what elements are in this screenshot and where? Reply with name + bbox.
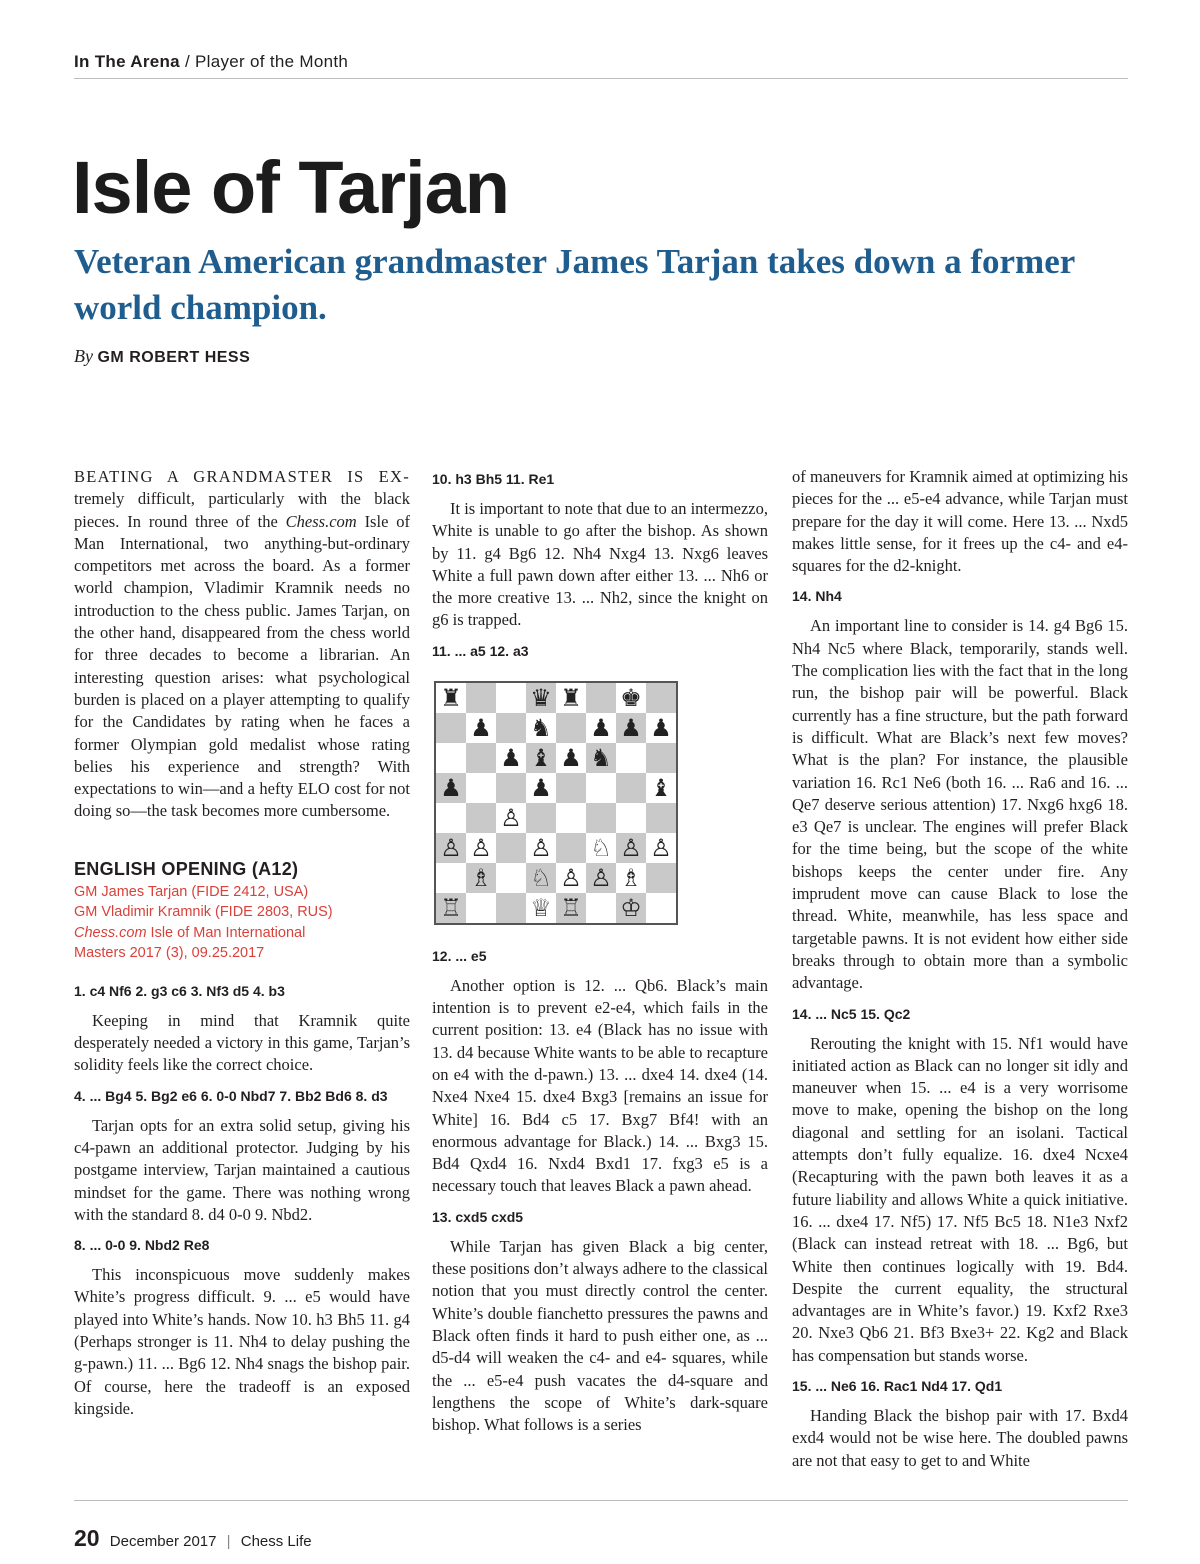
board-square xyxy=(496,863,526,893)
board-square xyxy=(616,893,646,923)
issue-date: December 2017 xyxy=(109,1533,217,1550)
board-square xyxy=(526,893,556,923)
column-3 xyxy=(792,466,1128,1472)
chess-piece: ♞ xyxy=(530,713,552,742)
chess-piece: ♖ xyxy=(440,893,462,922)
chess-diagram xyxy=(434,681,678,925)
board-square xyxy=(496,773,526,803)
annotation-paragraph: This inconspicuous move suddenly makes White’s progress difficult. 9. ... e5 would have played into White’s hands. Now 10. h3 Bh5 11. g4 (Perhaps stronger is 11. Nh4 to delay pushing the g-pawn.) 11. ... Bg6 12. Nh4 snags the bishop pair. Of course, here the tradeoff is an exposed kingside. xyxy=(74,1265,410,1418)
chess-piece: ♟ xyxy=(530,773,552,802)
chess-piece: ♟ xyxy=(650,713,672,742)
board-square xyxy=(436,743,466,773)
board-square xyxy=(436,863,466,893)
annotation-paragraph: While Tarjan has given Black a big center, these positions don’t always adhere to the classical notion that you must directly control the center. White’s double fianchetto pressures the pawns and Black often finds it hard to push either one, as ... d5-d4 will weaken the c4- and e4- squares, while the ... e5-e4 push vacates the d4-square and lengthens the scope of White’s dark-square bishop. What follows is a series xyxy=(432,1236,768,1435)
chess-piece: ♙ xyxy=(440,833,462,862)
annotation-paragraph: Tarjan opts for an extra solid setup, giving his c4-pawn an additional protector. Judging by his postgame interview, Tarjan maintained a cautious mindset for the game. There was nothing wrong with the standard 8. d4 0-0 9. Nbd2. xyxy=(74,1115,410,1224)
board-square xyxy=(436,893,466,923)
board-square xyxy=(466,893,496,923)
board-square xyxy=(436,713,466,743)
board-square xyxy=(646,713,676,743)
board-square xyxy=(526,773,556,803)
running-header xyxy=(74,52,1128,79)
chess-piece: ♟ xyxy=(470,713,492,742)
board-square xyxy=(526,803,556,833)
chess-piece: ♘ xyxy=(590,833,612,862)
board-square xyxy=(496,803,526,833)
board-square xyxy=(466,833,496,863)
chess-piece: ♟ xyxy=(560,743,582,772)
board-square xyxy=(556,803,586,833)
game-info xyxy=(74,882,410,964)
board-square xyxy=(436,683,466,713)
chess-piece: ♜ xyxy=(560,683,582,712)
board-square xyxy=(646,683,676,713)
event-site: Chess.com xyxy=(74,924,147,941)
chess-piece: ♔ xyxy=(620,893,642,922)
board-square xyxy=(466,713,496,743)
board-square xyxy=(586,713,616,743)
chess-piece: ♙ xyxy=(560,863,582,892)
chess-piece: ♚ xyxy=(620,683,642,712)
board-square xyxy=(646,773,676,803)
board-square xyxy=(466,743,496,773)
intro-text-b: Isle of Man International, two anything-but-ordinary competitors met across the board. As a former world champion, Vladimir Kramnik needs no introduction to the chess public. James Tarjan, on the other hand, disappeared from the chess world for three decades to become a librarian. An interesting question arises: what psychological burden is placed on a player attempting to qualify for the Candidates by rating when he faces a former Olympian gold medalist whose rating belies his experience and strength? With expectations to win—and a hefty ELO cost for not doing so—the task becomes more cumbersome. xyxy=(74,511,410,821)
annotation-paragraph: It is important to note that due to an intermezzo, White is unable to go after the bishop. As shown by 11. g4 Bg6 12. Nh4 Nxg4 13. Nxg6 leaves White a full pawn down after either 13. ... Nh6 or the more creative 13. ... Nh2, since the knight on g6 is trapped. xyxy=(432,499,768,630)
board-square xyxy=(556,743,586,773)
chess-piece: ♟ xyxy=(620,713,642,742)
article-title: Isle of Tarjan xyxy=(72,146,509,229)
board-square xyxy=(586,893,616,923)
board-square xyxy=(586,773,616,803)
board-square xyxy=(496,713,526,743)
board-square xyxy=(436,833,466,863)
board-square xyxy=(646,743,676,773)
board-square xyxy=(466,803,496,833)
move-heading: 14. ... Nc5 15. Qc2 xyxy=(792,1005,911,1022)
board-square xyxy=(556,833,586,863)
board-square xyxy=(526,683,556,713)
magazine-name: Chess Life xyxy=(240,1533,312,1550)
annotation-paragraph: Rerouting the knight with 15. Nf1 would have initiated action as Black can no longer sit idly and maneuver when 15. ... e4 is a very worrisome move to make, opening the bishop on the long diagonal and settling for an isolani. Tactical attempts don’t fully equalize. 16. dxe4 Ncxe4 (Recapturing with the pawn both leaves it as a future liability and allows White a quick initiative. 16. ... dxe4 17. Nf5) 17. Nf5 Bc5 18. N1e3 Nxf2 (Black can instead retreat with 18. ... Bg6, but White then continues logically with 19. Bd4. Despite the current equality, the structural advantages are in White’s favor.) 19. Kxf2 Rxe3 20. Nxe3 Qb6 21. Bf3 Bxe3+ 22. Kg2 and Black has compensation but stands worse. xyxy=(792,1033,1128,1365)
board-square xyxy=(556,863,586,893)
intro-site: Chess.com xyxy=(285,511,357,531)
intro-text-a: tremely difficult, particularly with the black pieces. In round three of the xyxy=(74,489,410,531)
move-heading: 15. ... Ne6 16. Rac1 Nd4 17. Qd1 xyxy=(792,1377,1003,1394)
chess-piece: ♕ xyxy=(530,893,552,922)
board-square xyxy=(496,683,526,713)
board-square xyxy=(526,863,556,893)
footer-separator: | xyxy=(226,1533,231,1550)
chess-piece: ♛ xyxy=(530,683,552,712)
board-square xyxy=(646,833,676,863)
chess-piece: ♗ xyxy=(470,863,492,892)
chess-piece: ♙ xyxy=(650,833,672,862)
board-square xyxy=(646,893,676,923)
board-square xyxy=(616,773,646,803)
chess-piece: ♝ xyxy=(650,773,672,802)
move-heading: 8. ... 0-0 9. Nbd2 Re8 xyxy=(74,1237,210,1254)
board-square xyxy=(646,803,676,833)
chess-piece: ♟ xyxy=(590,713,612,742)
chess-piece: ♗ xyxy=(620,863,642,892)
chess-piece: ♝ xyxy=(530,743,552,772)
board-square xyxy=(496,893,526,923)
board-square xyxy=(466,773,496,803)
board-square xyxy=(616,803,646,833)
annotation-paragraph: An important line to consider is 14. g4 Bg6 15. Nh4 Nc5 where Black, temporarily, stands well. The complication lies with the fact that in the long run, the bishop pair will be powerful. Black currently has a fine structure, but the path forward is difficult. What are Black’s next few moves? What is the plan? For instance, the plausible variation 16. Rc1 Ne6 (both 16. ... Ra6 and 16. ... Qe7 deserve serious attention) 17. Nxg6 hxg6 18. e3 Qe7 is unclear. The engines will prefer Black for the time being, but the scope of the white bishops keeps the center under fire. Any imprudent move can cause Black to lose the thread. White, meanwhile, has less space and targetable pawns. It is not evident how either side breaks through to obtain more than a symbolic advantage. xyxy=(792,616,1128,993)
board-square xyxy=(526,833,556,863)
board-square xyxy=(586,833,616,863)
move-heading: 13. cxd5 cxd5 xyxy=(432,1208,524,1225)
board-square xyxy=(526,743,556,773)
black-player: GM Vladimir Kramnik (FIDE 2803, RUS) xyxy=(74,904,333,921)
chess-piece: ♞ xyxy=(590,743,612,772)
chess-piece: ♙ xyxy=(620,833,642,862)
byline-by: By xyxy=(74,346,93,366)
board-square xyxy=(556,893,586,923)
chess-piece: ♜ xyxy=(440,683,462,712)
annotation-paragraph: Keeping in mind that Kramnik quite desperately needed a victory in this game, Tarjan’s solidity feels like the correct choice. xyxy=(74,1010,410,1075)
event-line xyxy=(74,923,410,944)
board-square xyxy=(616,743,646,773)
header-subsection: Player of the Month xyxy=(195,52,349,71)
annotation-paragraph: Handing Black the bishop pair with 17. Bxd4 exd4 would not be wise here. The doubled pawns are not that easy to get to and White xyxy=(792,1405,1128,1470)
move-heading: 11. ... a5 12. a3 xyxy=(432,642,529,659)
chess-piece: ♙ xyxy=(470,833,492,862)
chess-piece: ♟ xyxy=(440,773,462,802)
board-square xyxy=(556,773,586,803)
header-slash: / xyxy=(184,52,190,71)
board-square xyxy=(496,743,526,773)
column-1 xyxy=(74,466,410,1420)
board-square xyxy=(586,743,616,773)
annotation-paragraph: Another option is 12. ... Qb6. Black’s main intention is to prevent e2-e4, which fails in the current position: 13. e4 (Black has no issue with 13. d4 because White wants to be able to recapture on e4 with the d-pawn.) 13. ... dxe4 14. dxe4 (14. Nxe4 Nxe4 15. dxe4 Bxg3 [remains an issue for White] 16. Bd4 c5 17. Bxg7 Bf4! with an enormous advantage for Black.) 14. ... Bxg3 15. Bd4 Qxd4 16. Nxd4 Bxd1 17. fxg3 e5 is a necessary touch that leaves Black a pawn ahead. xyxy=(432,975,768,1196)
board-square xyxy=(436,773,466,803)
board-square xyxy=(556,683,586,713)
board-square xyxy=(466,683,496,713)
intro-lead: BEATING A GRANDMASTER IS EX- xyxy=(74,467,410,486)
annotation-paragraph: of maneuvers for Kramnik aimed at optimizing his pieces for the ... e5-e4 advance, while Tarjan must prepare for the day it will come. Here 13. ... Nxd5 makes little sense, for it frees up the c4- and e4-squares for the d2-knight. xyxy=(792,467,1128,576)
page-footer xyxy=(74,1500,1128,1552)
move-heading: 14. Nh4 xyxy=(792,588,842,605)
event-date: Masters 2017 (3), 09.25.2017 xyxy=(74,945,265,962)
byline xyxy=(74,346,250,367)
move-heading: 10. h3 Bh5 11. Re1 xyxy=(432,471,555,487)
board-square xyxy=(436,803,466,833)
page-number: 20 xyxy=(74,1525,100,1551)
board-square xyxy=(646,863,676,893)
chess-piece: ♘ xyxy=(530,863,552,892)
board-square xyxy=(616,683,646,713)
board-square xyxy=(616,833,646,863)
board-square xyxy=(466,863,496,893)
chess-piece: ♙ xyxy=(500,803,522,832)
byline-author: GM ROBERT HESS xyxy=(97,349,251,366)
board-square xyxy=(496,833,526,863)
board-square xyxy=(556,713,586,743)
move-heading: 12. ... e5 xyxy=(432,947,487,964)
chess-piece: ♙ xyxy=(530,833,552,862)
board-square xyxy=(586,803,616,833)
board-square xyxy=(616,863,646,893)
board-square xyxy=(586,683,616,713)
move-heading: 1. c4 Nf6 2. g3 c6 3. Nf3 d5 4. b3 xyxy=(74,982,285,999)
board-square xyxy=(586,863,616,893)
move-heading: 4. ... Bg4 5. Bg2 e6 6. 0-0 Nbd7 7. Bb2 Bd6 8. d3 xyxy=(74,1087,388,1104)
intro-paragraph xyxy=(74,466,410,823)
white-player: GM James Tarjan (FIDE 2412, USA) xyxy=(74,883,309,900)
board-square xyxy=(616,713,646,743)
chess-piece: ♖ xyxy=(560,893,582,922)
opening-title: ENGLISH OPENING (A12) xyxy=(74,858,299,879)
chess-piece: ♟ xyxy=(500,743,522,772)
article-subtitle: Veteran American grandmaster James Tarjan takes down a former world champion. xyxy=(74,242,1075,327)
header-section: In The Arena xyxy=(74,52,180,71)
board-square xyxy=(526,713,556,743)
chess-piece: ♙ xyxy=(590,863,612,892)
column-2 xyxy=(432,466,768,1436)
event-name: Isle of Man International xyxy=(146,924,306,941)
